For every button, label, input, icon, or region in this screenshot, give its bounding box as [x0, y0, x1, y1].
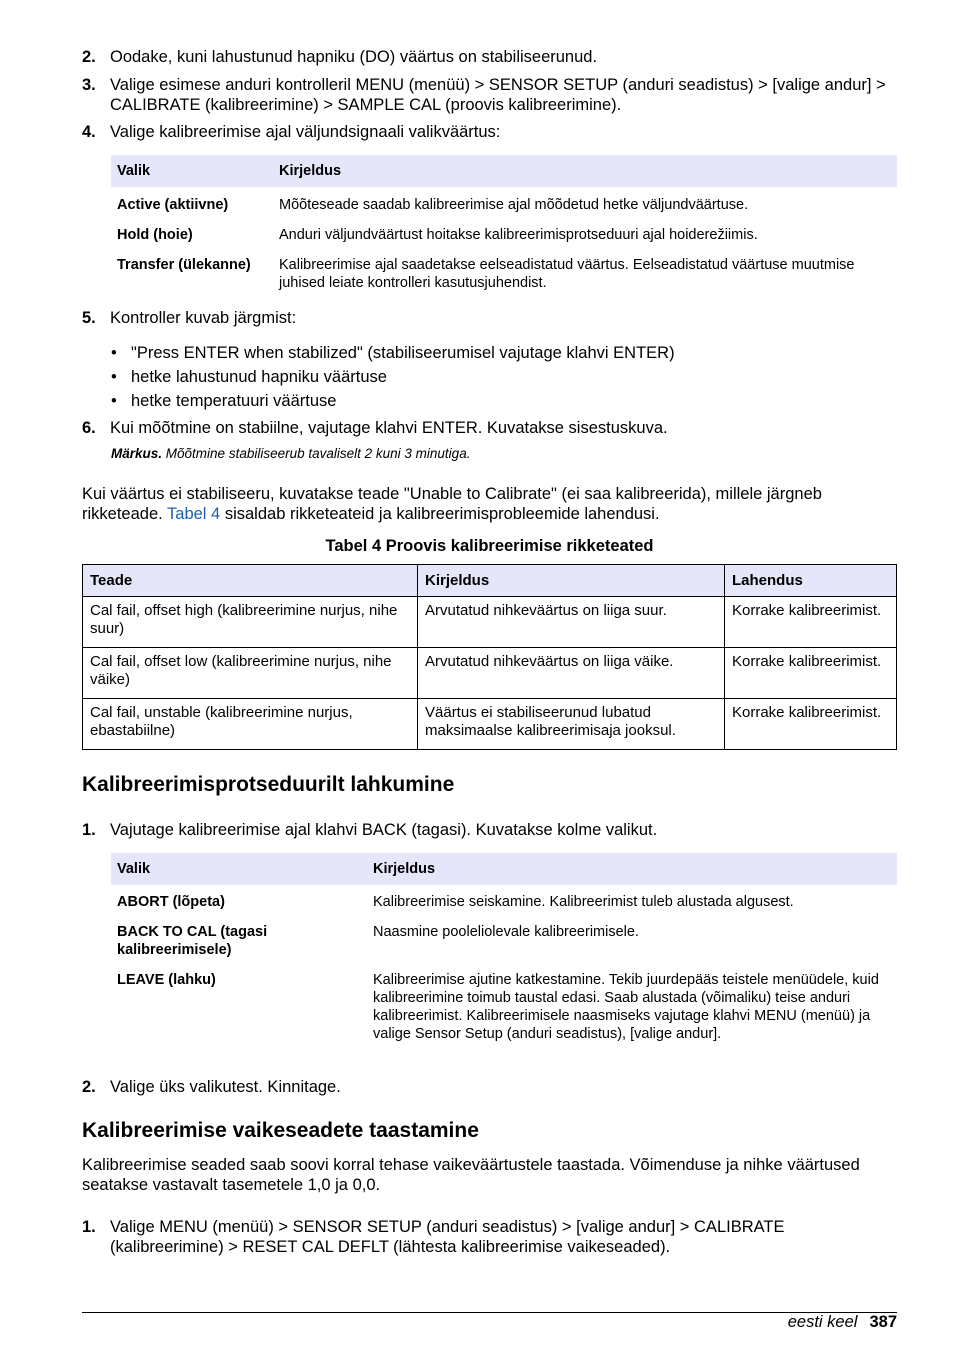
table-row: [111, 251, 897, 299]
bullet-icon: •: [111, 344, 117, 362]
header-cell: Kirjeldus: [367, 853, 897, 885]
header-cell: Teade: [83, 565, 418, 597]
step-number: 2.: [82, 48, 96, 66]
step-number: 1.: [82, 821, 96, 839]
bullet-item: [111, 391, 891, 411]
description-cell: Väärtus ei stabiliseerunud lubatud maksimaalse kalibreerimisaja jooksul.: [418, 699, 725, 750]
table-header-row: [83, 565, 897, 597]
section-heading-reset: Kalibreerimise vaikeseadete taastamine: [82, 1119, 479, 1142]
bullet-item: [111, 343, 891, 363]
option-description: Naasmine pooleliolevale kalibreerimisele.: [373, 924, 639, 940]
step-number: 1.: [82, 1218, 96, 1236]
step-4: [82, 122, 897, 142]
option-name: Hold (hoie): [117, 227, 193, 243]
footer-rule: [82, 1312, 897, 1313]
table-header-row: [111, 155, 897, 187]
description-cell: Arvutatud nihkeväärtus on liiga väike.: [418, 648, 725, 699]
message-cell: Cal fail, offset high (kalibreerimine nurjus, nihe suur): [83, 597, 418, 648]
table-caption: Tabel 4 Proovis kalibreerimise rikketeated: [325, 537, 654, 555]
table-row: [111, 187, 897, 221]
step-text: Kontroller kuvab järgmist:: [110, 309, 297, 327]
solution-cell: Korrake kalibreerimist.: [725, 597, 897, 648]
header-cell: Kirjeldus: [418, 565, 725, 597]
footer-language: eesti keel: [787, 1313, 858, 1331]
table-row: [111, 221, 897, 251]
bullet-item: [111, 367, 891, 387]
step-number: 2.: [82, 1078, 96, 1096]
bullet-icon: •: [111, 392, 117, 410]
exit-option-table: [111, 853, 897, 1050]
step-2: [82, 47, 897, 67]
table-row: [83, 597, 897, 648]
option-description: Mõõteseade saadab kalibreerimise ajal mõõdetud hetke väljundväärtuse.: [279, 197, 749, 213]
step-3: [82, 75, 897, 115]
table-row: [83, 699, 897, 750]
solution-cell: Korrake kalibreerimist.: [725, 648, 897, 699]
option-description: Kalibreerimise ajal saadetakse eelseadistatud väärtus. Eelseadistatud väärtuse muutmise juhised leiate kontrolleri kasutusjuhendist.: [279, 257, 855, 291]
header-cell: Valik: [111, 853, 367, 885]
option-name: ABORT (lõpeta): [117, 894, 225, 910]
option-description: Kalibreerimise ajutine katkestamine. Tekib juurdepääs teistele menüüdele, kuid kalibreerimine toimub taustal edasi. Saab alustada (võimaliku) teise anduri kalibreerimist. Kalibreerimisele naasmiseks vajutage klahvi MENU (menüü) ja valige Sensor Setup (anduri seadistus), [valige andur].: [373, 972, 879, 1042]
table-row: [111, 966, 897, 1050]
paragraph-text: sisaldab rikketeateid ja kalibreerimisprobleemide lahendusi.: [224, 505, 660, 523]
option-name: BACK TO CAL (tagasi kalibreerimisele): [117, 924, 268, 958]
step-text: Oodake, kuni lahustunud hapniku (DO) väärtus on stabiliseerunud.: [110, 48, 598, 66]
table-4-link[interactable]: Tabel 4: [167, 505, 221, 523]
step-number: 5.: [82, 309, 96, 327]
table-row: [83, 648, 897, 699]
step-number: 3.: [82, 76, 96, 94]
description-cell: Arvutatud nihkeväärtus on liiga suur.: [418, 597, 725, 648]
step-text: Kui mõõtmine on stabiilne, vajutage klahvi ENTER. Kuvatakse sisestuskuva.: [110, 419, 668, 437]
step-number: 6.: [82, 419, 96, 437]
exit-step-1: [82, 820, 897, 840]
bullet-icon: •: [111, 368, 117, 386]
option-description: Anduri väljundväärtust hoitakse kalibreerimisprotseduuri ajal hoiderežiimis.: [279, 227, 758, 243]
error-paragraph: [82, 484, 897, 524]
message-cell: Cal fail, unstable (kalibreerimine nurjus, ebastabiilne): [83, 699, 418, 750]
step-5: [82, 308, 897, 328]
reset-step-1: [82, 1217, 897, 1257]
step-text: Valige MENU (menüü) > SENSOR SETUP (anduri seadistus) > [valige andur] > CALIBRATE (kalibreerimine) > RESET CAL DEFLT (lähtesta kalibreerimise vaikeseaded).: [110, 1218, 785, 1256]
header-cell: Kirjeldus: [273, 155, 897, 187]
step-text: Valige kalibreerimise ajal väljundsignaali valikväärtus:: [110, 123, 501, 141]
option-name: Active (aktiivne): [117, 197, 229, 213]
reset-intro: Kalibreerimise seaded saab soovi korral tehase vaikeväärtustele taastada. Võimenduse ja nihke väärtused seatakse vastavalt tasemetele 1,0 ja 0,0.: [82, 1156, 860, 1194]
bullet-text: hetke lahustunud hapniku väärtuse: [131, 368, 387, 386]
error-table: [82, 564, 897, 750]
option-name: LEAVE (lahku): [117, 972, 216, 988]
step-number: 4.: [82, 123, 96, 141]
table-row: [111, 918, 897, 966]
exit-step-2: [82, 1077, 897, 1097]
option-description: Kalibreerimise seiskamine. Kalibreerimist tuleb alustada algusest.: [373, 894, 794, 910]
solution-cell: Korrake kalibreerimist.: [725, 699, 897, 750]
header-cell: Lahendus: [725, 565, 897, 597]
note-label: Märkus.: [111, 446, 163, 461]
footer: [788, 1312, 897, 1332]
bullet-text: hetke temperatuuri väärtuse: [131, 392, 337, 410]
output-option-table: [111, 155, 897, 299]
step-text: Valige esimese anduri kontrolleril MENU (menüü) > SENSOR SETUP (anduri seadistus) > [valige andur] > CALIBRATE (kalibreerimine) > SAMPLE CAL (proovis kalibreerimine).: [110, 76, 886, 114]
page-number: 387: [869, 1313, 897, 1331]
table-row: [111, 885, 897, 918]
paragraph-text: Kui väärtus ei stabiliseeru, kuvatakse teade "Unable to Calibrate" (ei saa kalibreerida), millele järgneb rikketeade.: [82, 485, 822, 523]
header-cell: Valik: [111, 155, 273, 187]
message-cell: Cal fail, offset low (kalibreerimine nurjus, nihe väike): [83, 648, 418, 699]
section-heading-exit: Kalibreerimisprotseduurilt lahkumine: [82, 773, 455, 796]
step-6: [82, 418, 897, 438]
bullet-text: "Press ENTER when stabilized" (stabiliseerumisel vajutage klahvi ENTER): [131, 344, 675, 362]
step-text: Vajutage kalibreerimise ajal klahvi BACK (tagasi). Kuvatakse kolme valikut.: [110, 821, 658, 839]
note-text: Mõõtmine stabiliseerub tavaliselt 2 kuni 3 minutiga.: [165, 446, 471, 461]
step-text: Valige üks valikutest. Kinnitage.: [110, 1078, 341, 1096]
table-header-row: [111, 853, 897, 885]
note: [111, 445, 470, 462]
option-name: Transfer (ülekanne): [117, 257, 251, 273]
